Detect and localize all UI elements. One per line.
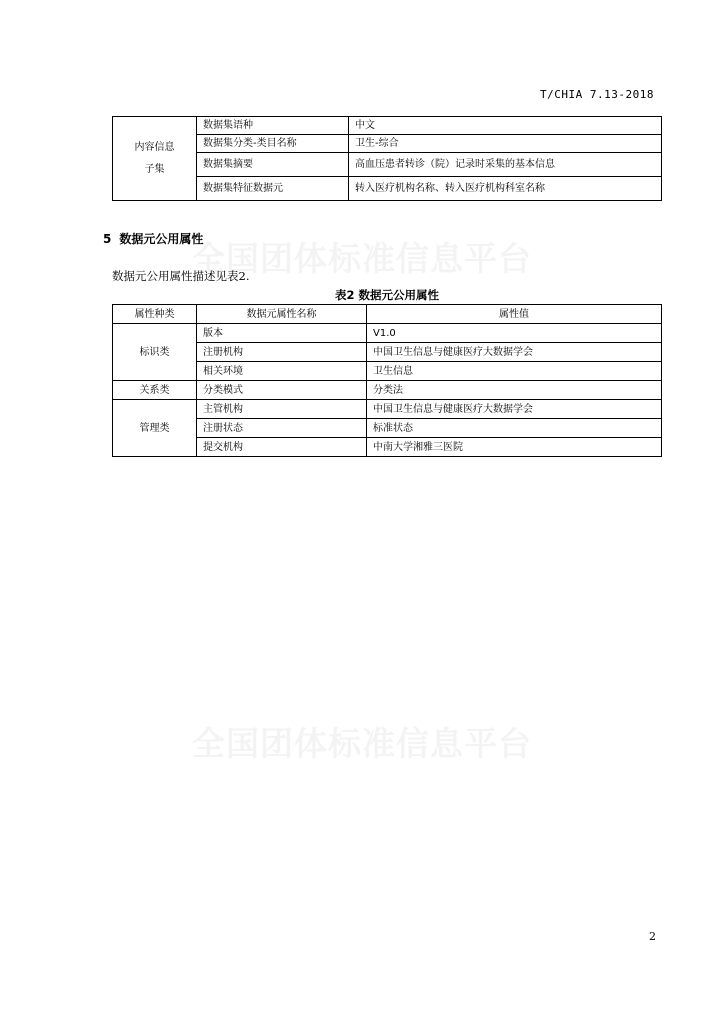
table-row (113, 117, 662, 135)
attribute-name: 分类模式 (197, 381, 367, 400)
attribute-name: 版本 (197, 324, 367, 343)
table-row (113, 324, 662, 343)
attribute-kind: 标识类 (113, 324, 197, 381)
attribute-kind: 管理类 (113, 400, 197, 457)
section-number: 5 (103, 232, 112, 246)
attribute-name: 数据集特征数据元 (197, 177, 349, 201)
attribute-kind: 关系类 (113, 381, 197, 400)
attribute-value: 中国卫生信息与健康医疗大数据学会 (367, 343, 662, 362)
attribute-value: 卫生-综合 (349, 135, 662, 153)
attribute-value: 分类法 (367, 381, 662, 400)
attribute-value: 中南大学湘雅三医院 (367, 438, 662, 457)
attribute-name: 主管机构 (197, 400, 367, 419)
group-label-line2: 子集 (144, 163, 165, 175)
attribute-name: 注册状态 (197, 419, 367, 438)
attribute-value: V1.0 (367, 324, 662, 343)
header-attribute-name: 数据元属性名称 (197, 305, 367, 324)
group-label-line1: 内容信息 (134, 141, 175, 153)
table-row (113, 381, 662, 400)
group-cell (113, 117, 197, 201)
attribute-name: 数据集摘要 (197, 153, 349, 177)
watermark-text: 全国团体标准信息平台 (192, 724, 532, 763)
page-number: 2 (649, 930, 656, 943)
common-attributes-table (112, 304, 662, 457)
header-attribute-value: 属性值 (367, 305, 662, 324)
attribute-name: 数据集语种 (197, 117, 349, 135)
attribute-name: 注册机构 (197, 343, 367, 362)
attribute-name: 提交机构 (197, 438, 367, 457)
section-heading (103, 230, 203, 247)
attribute-name: 数据集分类-类目名称 (197, 135, 349, 153)
section-title: 数据元公用属性 (119, 232, 204, 246)
watermark-text: 全国团体标准信息平台 (192, 239, 532, 278)
attribute-value: 高血压患者转诊（院）记录时采集的基本信息 (349, 153, 662, 177)
document-code: T/CHIA 7.13-2018 (540, 88, 654, 101)
body-paragraph: 数据元公用属性描述见表2. (112, 269, 250, 283)
table-row (113, 400, 662, 419)
table-header-row (113, 305, 662, 324)
attribute-value: 卫生信息 (367, 362, 662, 381)
attribute-value: 中文 (349, 117, 662, 135)
table-caption: 表2 数据元公用属性 (334, 288, 439, 302)
attribute-value: 标准状态 (367, 419, 662, 438)
header-attribute-kind: 属性种类 (113, 305, 197, 324)
attribute-name: 相关环境 (197, 362, 367, 381)
attribute-value: 中国卫生信息与健康医疗大数据学会 (367, 400, 662, 419)
attribute-value: 转入医疗机构名称、转入医疗机构科室名称 (349, 177, 662, 201)
content-subset-table (112, 116, 662, 201)
